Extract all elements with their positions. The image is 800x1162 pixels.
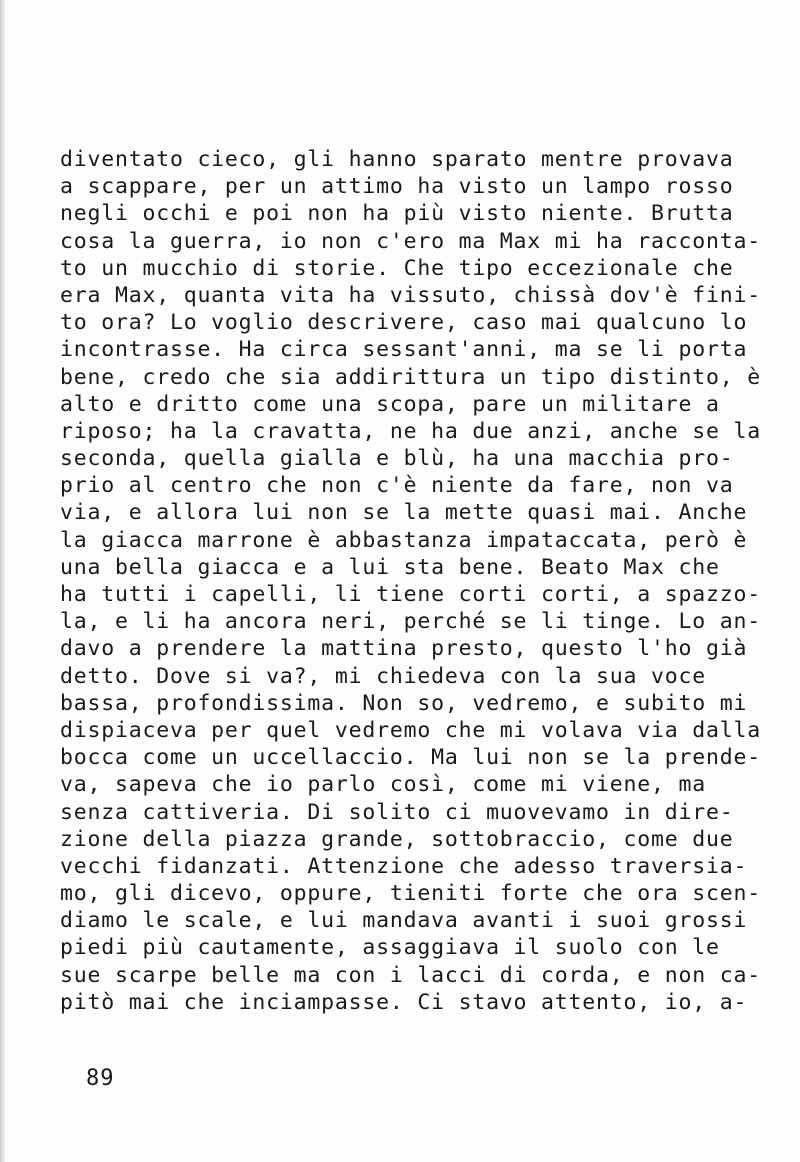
text-line: la giacca marrone è abbastanza impataccata, però è <box>60 527 748 553</box>
text-line: diamo le scale, e lui mandava avanti i suoi grossi <box>60 908 748 934</box>
text-line: incontrasse. Ha circa sessant'anni, ma se li porta <box>60 337 748 363</box>
page-left-edge-shadow <box>0 0 5 1162</box>
text-line: pitò mai che inciampasse. Ci stavo attento, io, a- <box>60 989 748 1015</box>
text-line: ha tutti i capelli, li tiene corti corti, a spazzo- <box>60 582 761 607</box>
text-line: via, e allora lui non se la mette quasi mai. Anche <box>60 500 748 526</box>
text-line: prio al centro che non c'è niente da fare, non va <box>60 473 734 499</box>
text-line: una bella giacca e a lui sta bene. Beato Max che <box>60 554 720 580</box>
text-line: la, e li ha ancora neri, perché se li tinge. Lo an- <box>60 609 761 635</box>
text-line: to ora? Lo voglio descrivere, caso mai qualcuno lo <box>60 310 748 336</box>
text-line: sue scarpe belle ma con i lacci di corda, e non ca- <box>60 962 761 988</box>
text-line: davo a prendere la mattina presto, questo l'ho già <box>60 636 748 662</box>
text-line: bassa, profondissima. Non so, vedremo, e subito mi <box>60 690 748 716</box>
text-line: riposo; ha la cravatta, ne ha due anzi, anche se la <box>60 418 761 444</box>
text-line: dispiaceva per quel vedremo che mi volava via dalla <box>60 717 761 743</box>
text-line: detto. Dove si va?, mi chiedeva con la sua voce <box>60 663 706 689</box>
text-line: va, sapeva che io parlo così, come mi viene, ma <box>60 772 706 798</box>
body-text <box>60 146 780 1016</box>
text-line: piedi più cautamente, assaggiava il suolo con le <box>60 935 720 961</box>
text-line: bocca come un uccellaccio. Ma lui non se la prende- <box>60 745 761 771</box>
text-line: a scappare, per un attimo ha visto un lampo rosso <box>60 174 734 200</box>
text-line: negli occhi e poi non ha più visto niente. Brutta <box>60 201 734 227</box>
text-line: bene, credo che sia addirittura un tipo distinto, è <box>60 364 761 390</box>
text-line: to un mucchio di storie. Che tipo eccezionale che <box>60 255 734 281</box>
text-line: era Max, quanta vita ha vissuto, chissà dov'è fini- <box>60 282 761 308</box>
text-line: mo, gli dicevo, oppure, tieniti forte che ora scen- <box>60 881 761 907</box>
text-line: cosa la guerra, io non c'ero ma Max mi ha racconta- <box>60 228 761 254</box>
text-line: diventato cieco, gli hanno sparato mentre provava <box>60 147 734 172</box>
text-line: senza cattiveria. Di solito ci muovevamo in dire- <box>60 799 734 825</box>
text-line: alto e dritto come una scopa, pare un militare a <box>60 391 720 417</box>
text-line: vecchi fidanzati. Attenzione che adesso traversia- <box>60 853 748 879</box>
page-number: 89 <box>86 1066 115 1091</box>
text-line: zione della piazza grande, sottobraccio, come due <box>60 826 734 852</box>
text-line: seconda, quella gialla e blù, ha una macchia pro- <box>60 446 734 472</box>
